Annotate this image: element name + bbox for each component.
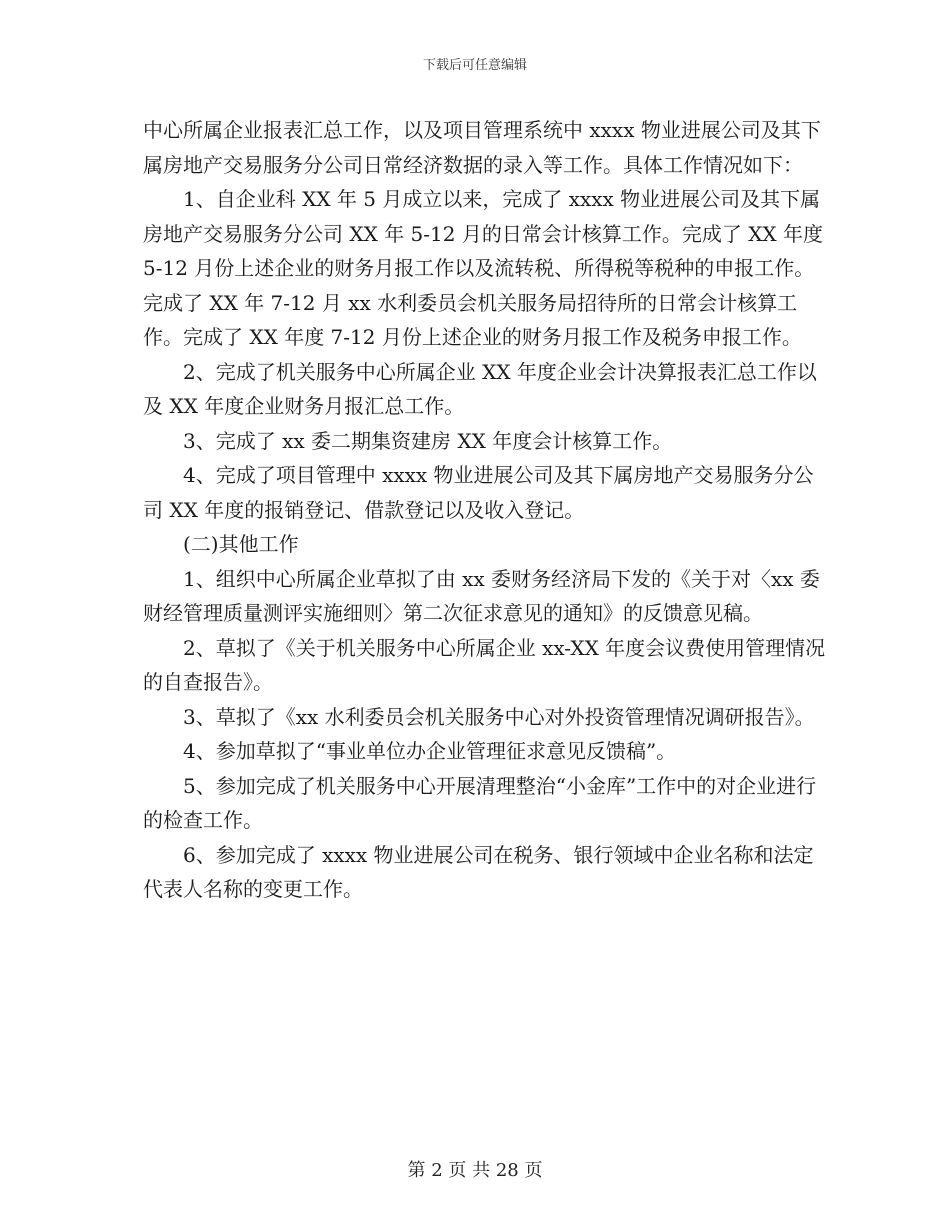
paragraph-other-2: 2、草拟了《关于机关服务中心所属企业 xx-XX 年度会议费使用管理情况的自查报告》。: [143, 635, 826, 694]
paragraph-item-3: 3、完成了 xx 委二期集资建房 XX 年度会计核算工作。: [183, 428, 673, 453]
paragraph-item-2: 2、完成了机关服务中心所属企业 XX 年度企业会计决算报表汇总工作以及 XX 年度企业财务月报汇总工作。: [143, 359, 817, 418]
paragraph-other-5: 5、参加完成了机关服务中心开展清理整治“小金库”工作中的对企业进行的检查工作。: [143, 773, 817, 832]
paragraph-other-4: 4、参加草拟了“事业单位办企业管理征求意见反馈稿”。: [183, 739, 677, 763]
paragraph-other-1: 1、组织中心所属企业草拟了由 xx 委财务经济局下发的《关于对〈xx 委财经管理质量测评实施细则〉第二次征求意见的通知》的反馈意见稿。: [143, 566, 820, 625]
section-heading-other-work: (二)其他工作: [183, 532, 299, 556]
paragraph-item-1: 1、自企业科 XX 年 5 月成立以来，完成了 xxxx 物业进展公司及其下属房地产交易服务分公司 XX 年 5-12 月的日常会计核算工作。完成了 XX 年度 5-12 月份上述企业的财务月报工作以及流转税、所得税等税种的申报工作。完成了 XX 年 7-12 月 xx 水利委员会机关服务局招待所的日常会计核算工作。完成了 XX 年度 7-12 月份上述企业的财务月报工作及税务申报工作。: [143, 187, 824, 349]
paragraph-other-3: 3、草拟了《xx 水利委员会机关服务中心对外投资管理情况调研报告》。: [183, 704, 815, 729]
header-note: 下载后可任意编辑: [422, 58, 527, 73]
page-number-footer: 第 2 页 共 28 页: [407, 1160, 543, 1181]
document-body: [143, 113, 833, 907]
paragraph-intro-continued: 中心所属企业报表汇总工作，以及项目管理系统中 xxxx 物业进展公司及其下属房地产交易服务分公司日常经济数据的录入等工作。具体工作情况如下：: [143, 118, 821, 177]
paragraph-other-6: 6、参加完成了 xxxx 物业进展公司在税务、银行领域中企业名称和法定代表人名称的变更工作。: [143, 842, 814, 901]
paragraph-item-4: 4、完成了项目管理中 xxxx 物业进展公司及其下属房地产交易服务分公司 XX 年度的报销登记、借款登记以及收入登记。: [143, 463, 814, 522]
